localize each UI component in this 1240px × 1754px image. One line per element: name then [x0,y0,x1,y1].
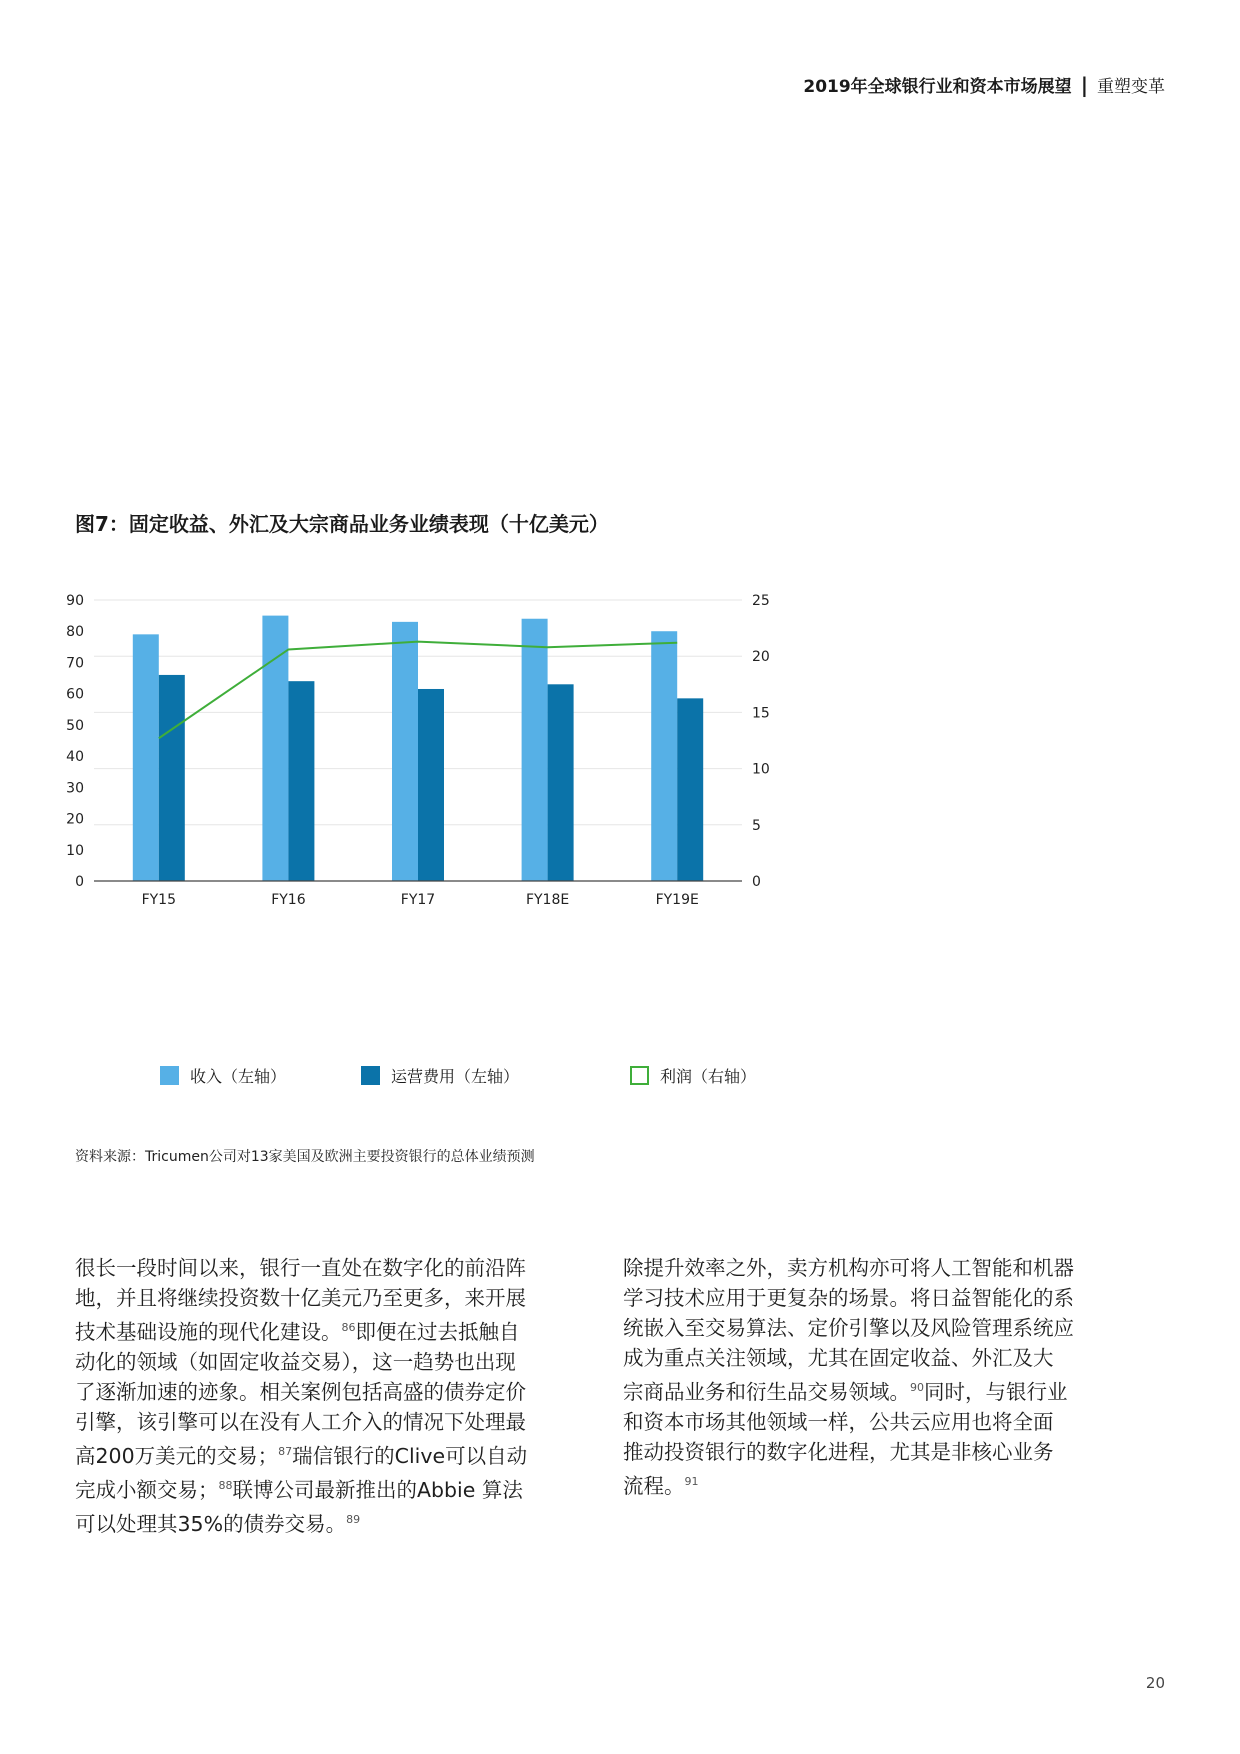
line-text: 宗商品业务和衍生品交易领域。 [623,1380,910,1404]
legend-swatch [361,1066,380,1085]
line-text: 和资本市场其他领域一样，公共云应用也将全面 [623,1410,1054,1434]
paragraph-line [623,1467,1113,1501]
bar-FY16-revenue [262,616,288,881]
source-note: 资料来源：Tricumen公司对13家美国及欧洲主要投资银行的总体业绩预测 [75,1149,535,1165]
left-tick-label: 40 [66,749,84,766]
report-title: 2019年全球银行业和资本市场展望 [803,77,1072,97]
x-tick-label: FY15 [141,892,177,908]
line-text: 完成小额交易； [75,1478,219,1502]
x-tick-label: FY18E [525,892,570,908]
right-tick-label: 15 [752,705,770,722]
right-tick-label: 5 [752,817,761,834]
left-tick-label: 50 [66,717,84,734]
page-header [803,72,1165,97]
line-text: 推动投资银行的数字化进程，尤其是非核心业务 [623,1440,1054,1464]
right-tick-label: 0 [752,874,761,890]
line-text: 高200万美元的交易； [75,1444,279,1468]
figure-title: 图7：固定收益、外汇及大宗商品业务业绩表现（十亿美元） [75,512,609,536]
combo-chart [60,585,880,1015]
legend-swatch [630,1066,649,1085]
paragraph-line [623,1437,1113,1467]
bar-FY19E-expense [677,698,703,881]
line-text: 了逐渐加速的迹象。相关案例包括高盛的债券定价 [75,1380,526,1404]
paragraph-line [623,1407,1113,1437]
bar-FY19E-revenue [651,631,677,881]
paragraph-line [75,1347,565,1377]
paragraph-line [75,1313,565,1347]
left-tick-label: 60 [66,686,84,703]
paragraph-line [75,1471,565,1505]
x-tick-label: FY16 [271,892,306,908]
line-text: 除提升效率之外，卖方机构亦可将人工智能和机器 [623,1256,1074,1280]
line-text: 很长一段时间以来，银行一直处在数字化的前沿阵 [75,1256,526,1280]
line-text: 可以处理其35%的债券交易。 [75,1512,347,1536]
line-text: 联博公司最新推出的Abbie 算法 [232,1478,523,1502]
bar-FY15-expense [159,675,185,881]
footnote-ref: 91 [684,1475,699,1488]
legend-item [630,1064,756,1087]
bar-FY17-expense [418,689,444,881]
bar-FY18E-revenue [522,619,548,881]
legend-item [160,1064,286,1087]
footnote-ref: 90 [910,1381,924,1394]
line-text: 流程。 [623,1474,685,1498]
paragraph-line [75,1437,565,1471]
paragraph-line [75,1253,565,1283]
paragraph-line [75,1283,565,1313]
right-tick-label: 20 [752,649,770,666]
footnote-ref: 87 [278,1445,293,1458]
bar-FY15-revenue [133,634,159,881]
legend-label: 运营费用（左轴） [391,1067,520,1086]
left-tick-label: 30 [66,780,84,797]
paragraph-line [623,1283,1113,1313]
paragraph-line [75,1505,565,1539]
paragraph-line [623,1343,1113,1373]
paragraph-line [75,1377,565,1407]
left-tick-label: 80 [66,624,84,641]
legend-swatch [160,1066,179,1085]
line-text: 即便在过去抵触自 [355,1320,520,1344]
left-tick-label: 70 [66,655,84,672]
paragraph-line [623,1373,1113,1407]
header-separator: | [1080,72,1088,97]
right-tick-label: 10 [752,761,770,778]
line-text: 动化的领域（如固定收益交易），这一趋势也出现 [75,1350,516,1374]
chart-legend [0,1064,1240,1094]
x-tick-label: FY19E [655,892,699,908]
legend-item [361,1064,519,1087]
body-column-left [75,1253,565,1539]
footnote-ref: 86 [341,1321,356,1334]
paragraph-line [623,1313,1113,1343]
x-tick-label: FY17 [400,892,436,908]
body-column-right [623,1253,1113,1501]
legend-label: 利润（右轴） [660,1067,757,1086]
line-text: 统嵌入至交易算法、定价引擎以及风险管理系统应 [623,1316,1074,1340]
line-text: 引擎，该引擎可以在没有人工介入的情况下处理最 [75,1410,526,1434]
left-tick-label: 0 [75,874,84,890]
left-tick-label: 90 [66,593,84,609]
right-tick-label: 25 [752,593,770,609]
line-text: 地，并且将继续投资数十亿美元乃至更多，来开展 [75,1286,526,1310]
bar-FY16-expense [288,681,314,881]
page-number: 20 [1145,1674,1165,1692]
bar-FY17-revenue [392,622,418,881]
chart-container [60,585,880,1015]
paragraph-line [623,1253,1113,1283]
left-tick-label: 20 [66,811,84,828]
line-text: 学习技术应用于更复杂的场景。将日益智能化的系 [623,1286,1074,1310]
report-subtitle: 重塑变革 [1097,77,1165,97]
line-text: 同时，与银行业 [924,1380,1068,1404]
paragraph-line [75,1407,565,1437]
left-tick-label: 10 [66,842,84,859]
line-text: 成为重点关注领域，尤其在固定收益、外汇及大 [623,1346,1054,1370]
bar-FY18E-expense [548,684,574,881]
line-text: 瑞信银行的Clive可以自动 [292,1444,528,1468]
footnote-ref: 88 [218,1479,233,1492]
line-text: 技术基础设施的现代化建设。 [75,1320,342,1344]
legend-label: 收入（左轴） [190,1067,287,1086]
footnote-ref: 89 [346,1513,361,1526]
